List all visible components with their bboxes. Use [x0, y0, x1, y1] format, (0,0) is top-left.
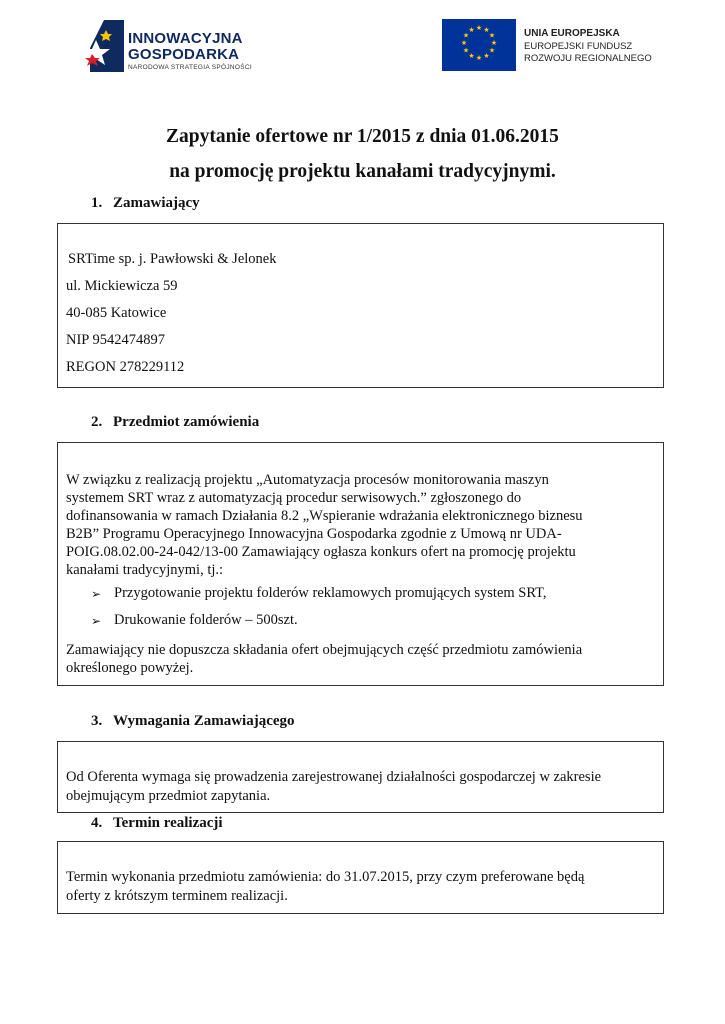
svg-text:★: ★	[490, 39, 498, 47]
section-title: Zamawiający	[113, 195, 200, 211]
deadline-line: oferty z krótszym terminem realizacji.	[66, 888, 288, 904]
document-title-line2: na promocję projektu kanałami tradycyjnymi.	[169, 161, 556, 182]
address-line: NIP 9542474897	[66, 332, 165, 348]
requirements-line: obejmującym przedmiot zapytania.	[66, 788, 271, 804]
svg-text:★: ★	[483, 26, 490, 34]
section-box-wymagania	[57, 741, 664, 813]
ig-star-emblem-icon	[82, 18, 126, 76]
section-title: Termin realizacji	[113, 815, 223, 831]
ig-logo-line2: GOSPODARKA	[128, 46, 240, 63]
paragraph-line: W związku z realizacją projektu „Automatyzacja procesów monitorowania maszyn	[66, 472, 549, 488]
svg-text:★: ★	[462, 46, 470, 55]
section-box-zamawiajacy	[57, 223, 664, 388]
section-heading-termin	[91, 815, 223, 832]
svg-text:★: ★	[475, 24, 483, 32]
closing-line: określonego powyżej.	[66, 660, 194, 676]
paragraph-line: B2B” Programu Operacyjnego Innowacyjna Gospodarka zgodnie z Umową nr UDA-	[66, 526, 562, 542]
section-box-przedmiot	[57, 442, 664, 686]
paragraph-line: systemem SRT wraz z automatyzacją procedur serwisowych.” zgłoszonego do	[66, 490, 522, 506]
paragraph-line: dofinansowania w ramach Działania 8.2 „Wspieranie wdrażania elektronicznego biznesu	[66, 508, 583, 524]
section-number: 4.	[91, 815, 103, 831]
svg-text:★: ★	[488, 31, 496, 40]
bullet-item: Drukowanie folderów – 500szt.	[114, 612, 298, 628]
svg-text:★: ★	[462, 31, 470, 40]
bullet-arrow-icon: ➢	[91, 614, 102, 628]
section-heading-zamawiajacy	[91, 195, 200, 212]
eu-flag-icon	[442, 19, 516, 71]
svg-text:★: ★	[468, 52, 475, 60]
address-line: SRTime sp. j. Pawłowski & Jelonek	[68, 251, 277, 267]
section-title: Wymagania Zamawiającego	[113, 713, 295, 729]
section-number: 1.	[91, 195, 103, 211]
document-title-line1: Zapytanie ofertowe nr 1/2015 z dnia 01.06.2015	[166, 126, 559, 147]
section-heading-wymagania	[91, 713, 295, 730]
svg-text:★: ★	[468, 26, 475, 34]
bullet-item: Przygotowanie projektu folderów reklamowych promujących system SRT,	[114, 585, 547, 601]
svg-text:★: ★	[460, 39, 468, 47]
address-line: ul. Mickiewicza 59	[66, 278, 178, 294]
paragraph-line: kanałami tradycyjnymi, tj.:	[66, 562, 224, 578]
eu-logo-line3: ROZWOJU REGIONALNEGO	[524, 53, 652, 64]
svg-text:★: ★	[488, 46, 496, 55]
paragraph-line: POIG.08.02.00-24-042/13-00 Zamawiający ogłasza konkurs ofert na promocję projektu	[66, 544, 576, 560]
ig-logo-line3: NARODOWA STRATEGIA SPÓJNOŚCI	[128, 64, 252, 71]
requirements-line: Od Oferenta wymaga się prowadzenia zarejestrowanej działalności gospodarczej w zakresie	[66, 769, 602, 785]
section-title: Przedmiot zamówienia	[113, 414, 260, 430]
innowacyjna-gospodarka-logo	[82, 18, 262, 76]
address-line: REGON 278229112	[66, 359, 185, 375]
eu-logo-line1: UNIA EUROPEJSKA	[524, 28, 620, 39]
section-heading-przedmiot	[91, 414, 259, 431]
eu-logo	[442, 19, 662, 73]
section-box-termin	[57, 841, 664, 914]
section-number: 2.	[91, 414, 103, 430]
bullet-arrow-icon: ➢	[91, 587, 102, 601]
svg-text:★: ★	[483, 52, 490, 60]
ig-logo-line1: INNOWACYJNA	[128, 30, 243, 47]
section-number: 3.	[91, 713, 103, 729]
deadline-line: Termin wykonania przedmiotu zamówienia: do 31.07.2015, przy czym preferowane będą	[66, 869, 585, 885]
closing-line: Zamawiający nie dopuszcza składania ofert obejmujących część przedmiotu zamówienia	[66, 642, 583, 658]
address-line: 40-085 Katowice	[66, 305, 167, 321]
eu-logo-line2: EUROPEJSKI FUNDUSZ	[524, 41, 633, 52]
svg-text:★: ★	[475, 54, 483, 62]
